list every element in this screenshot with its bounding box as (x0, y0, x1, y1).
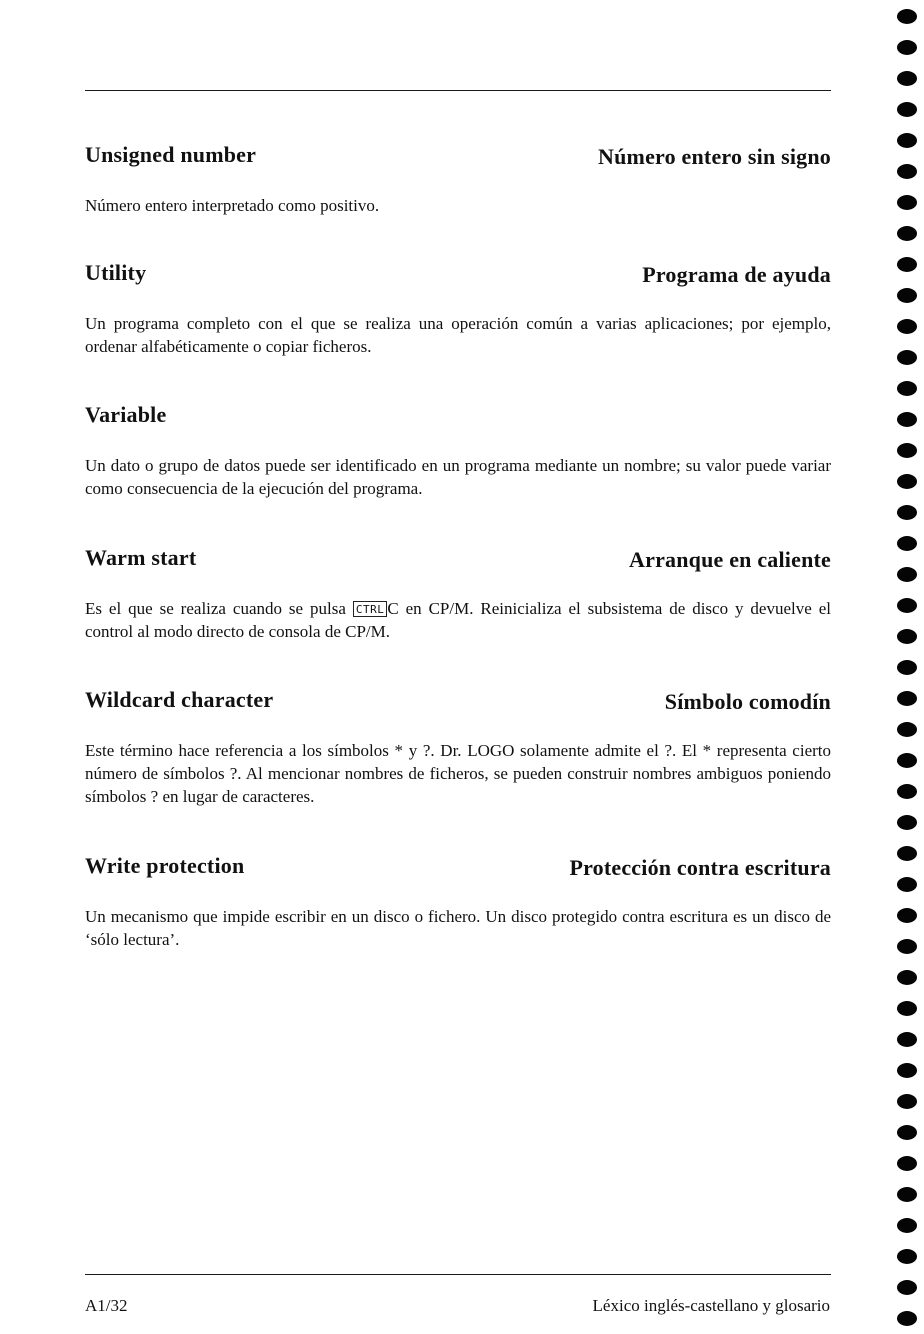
binding-hole (897, 908, 917, 923)
header-rule (85, 90, 831, 91)
binding-hole (897, 939, 917, 954)
binding-hole (897, 1218, 917, 1233)
binding-hole (897, 257, 917, 272)
binding-hole (897, 598, 917, 613)
term-definition: Un mecanismo que impide escribir en un disco o fichero. Un disco protegido contra escritura es un disco de ‘sólo lectura’. (85, 907, 831, 949)
binding-hole (897, 71, 917, 86)
binding-hole (897, 691, 917, 706)
term-definition (85, 597, 831, 643)
term-english: Wildcard character (85, 687, 274, 712)
binding-hole (897, 319, 917, 334)
binding-hole (897, 288, 917, 303)
term-english: Write protection (85, 853, 245, 878)
binding-hole (897, 1063, 917, 1078)
binding-hole (897, 102, 917, 117)
binding-hole (897, 350, 917, 365)
binding-hole (897, 40, 917, 55)
binding-hole (897, 753, 917, 768)
binding-hole (897, 505, 917, 520)
binding-hole (897, 1094, 917, 1109)
entry-warm-start (85, 545, 831, 643)
term-spanish: Programa de ayuda (642, 262, 831, 287)
term-spanish: Protección contra escritura (569, 855, 831, 880)
binding-hole (897, 1187, 917, 1202)
term-definition: Número entero interpretado como positivo. (85, 196, 380, 215)
section-title: Léxico inglés-castellano y glosario (592, 1296, 830, 1315)
binding-hole (897, 226, 917, 241)
binding-hole (897, 1125, 917, 1140)
binding-hole (897, 784, 917, 799)
binding-hole (897, 164, 917, 179)
entry-wildcard-character (85, 687, 831, 808)
binding-hole (897, 567, 917, 582)
binding-hole (897, 1311, 917, 1326)
binding-hole (897, 1280, 917, 1295)
term-spanish: Número entero sin signo (598, 144, 831, 169)
binding-hole (897, 133, 917, 148)
page-number: A1/32 (85, 1296, 128, 1315)
binding-hole (897, 815, 917, 830)
binding-hole (897, 443, 917, 458)
term-definition: Un dato o grupo de datos puede ser identificado en un programa mediante un nombre; su valor puede variar como consecuencia de la ejecución del programa. (85, 456, 831, 498)
binding-hole (897, 660, 917, 675)
entry-unsigned-number (85, 142, 831, 217)
term-spanish: Símbolo comodín (664, 689, 831, 714)
binding-hole (897, 1032, 917, 1047)
binding-hole (897, 536, 917, 551)
binding-hole (897, 412, 917, 427)
binding-hole (897, 846, 917, 861)
binding-hole (897, 1249, 917, 1264)
binding-hole (897, 629, 917, 644)
definition-text: Es el que se realiza cuando se pulsa (85, 599, 353, 618)
binding-holes (896, 0, 924, 1334)
entry-variable (85, 402, 831, 500)
term-english: Utility (85, 260, 147, 285)
entry-utility (85, 260, 831, 358)
term-english: Unsigned number (85, 142, 257, 167)
binding-hole (897, 970, 917, 985)
term-definition: Un programa completo con el que se realiza una operación común a varias aplicaciones; por ejemplo, ordenar alfabéticamente o copiar ficheros. (85, 314, 831, 356)
footer-rule (85, 1274, 831, 1275)
binding-hole (897, 195, 917, 210)
term-spanish: Arranque en caliente (629, 547, 831, 572)
term-definition: Este término hace referencia a los símbolos * y ?. Dr. LOGO solamente admite el ?. El * representa cierto número de símbolos ?. Al mencionar nombres de ficheros, se pueden construir nombres ambiguos poniendo símbolos ? en lugar de caracteres. (85, 741, 831, 806)
binding-hole (897, 1156, 917, 1171)
binding-hole (897, 474, 917, 489)
binding-hole (897, 9, 917, 24)
binding-hole (897, 381, 917, 396)
binding-hole (897, 1001, 917, 1016)
entry-write-protection (85, 853, 831, 951)
binding-hole (897, 877, 917, 892)
binding-hole (897, 722, 917, 737)
ctrl-key-glyph: CTRL (353, 601, 388, 617)
term-english: Variable (85, 402, 167, 427)
definition-text: C en CP/M. Reinicializa el subsistema de disco y devuelve el control al modo directo de consola de CP/M. (85, 599, 831, 641)
term-english: Warm start (85, 545, 197, 570)
